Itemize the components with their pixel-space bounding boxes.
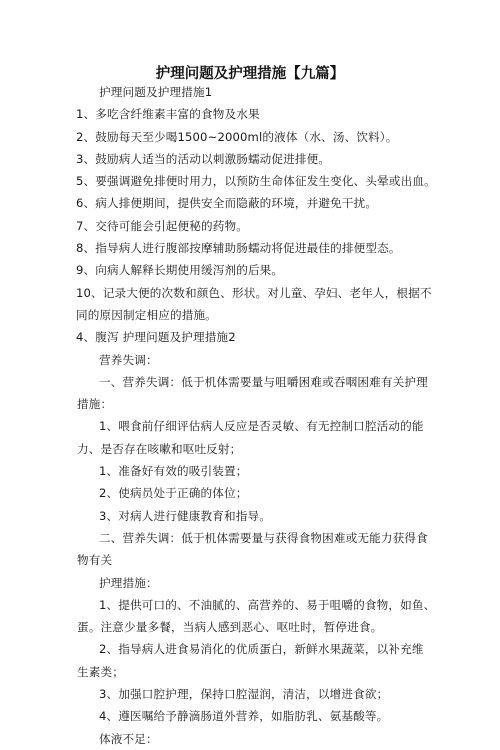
text-line: 同的原因制定相应的措施。 <box>76 307 217 322</box>
text-line: 3、加强口腔护理，保持口腔湿润，清洁，以增进食欲； <box>99 687 389 702</box>
text-line: 护理措施： <box>99 575 158 590</box>
text-line: 营养失调： <box>99 352 158 367</box>
text-line: 体液不足： <box>99 731 158 746</box>
document-title: 护理问题及护理措施【九篇】 <box>155 66 345 82</box>
text-line: 1、提供可口的、不油腻的、高营养的、易于咀嚼的食物，如鱼、 <box>99 597 436 612</box>
document-body <box>0 81 500 750</box>
text-line: 8、指导病人进行腹部按摩辅助肠蠕动将促进最佳的排便型态。 <box>76 241 401 256</box>
text-line: 力、是否存在咳嗽和呕吐反射； <box>77 441 242 456</box>
text-line: 1、喂食前仔细评估病人反应是否灵敏、有无控制口腔活动的能 <box>99 419 424 434</box>
text-line: 2、使病员处于正确的体位； <box>99 486 248 501</box>
text-line: 1、准备好有效的吸引装置； <box>99 464 248 479</box>
text-line: 蛋。注意少量多餐，当病人感到恶心、呕吐时，暂停进食。 <box>77 620 383 635</box>
text-line: 3、鼓励病人适当的活动以刺激肠蠕动促进排便。 <box>76 151 331 166</box>
text-line: 9、向病人解释长期使用缓泻剂的后果。 <box>76 263 284 278</box>
text-line: 2、指导病人进食易消化的优质蛋白，新鲜水果蔬菜，以补充维 <box>99 642 424 657</box>
text-line: 4、腹泻 护理问题及护理措施2 <box>76 330 236 345</box>
text-line: 4、遵医嘱给予静滴肠道外营养，如脂肪乳、氨基酸等。 <box>99 709 389 724</box>
text-line: 护理问题及护理措施1 <box>99 85 213 99</box>
text-line: 物有关 <box>77 553 113 568</box>
text-line: 5、要强调避免排便时用力，以预防生命体征发生变化、头晕或出血。 <box>76 174 436 189</box>
text-line: 6、病人排便期间，提供安全而隐蔽的环境，并避免干扰。 <box>76 196 378 211</box>
text-line: 一、营养失调：低于机体需要量与咀嚼困难或吞咽困难有关护理 <box>99 374 428 389</box>
text-line: 7、交待可能会引起便秘的药物。 <box>76 218 248 233</box>
text-line: 1、多吃含纤维素丰富的食物及水果 <box>76 107 260 122</box>
text-line: 措施： <box>77 397 113 412</box>
text-line: 生素类； <box>77 664 124 679</box>
text-line: 10、记录大便的次数和颜色、形状。对儿童、孕妇、老年人，根据不 <box>76 285 432 300</box>
text-line: 2、鼓励每天至少喝1500~2000ml的液体（水、汤、饮料）。 <box>76 129 398 144</box>
text-line: 3、对病人进行健康教育和指导。 <box>99 508 271 523</box>
text-line: 二、营养失调：低于机体需要量与获得食物困难或无能力获得食 <box>99 530 428 545</box>
